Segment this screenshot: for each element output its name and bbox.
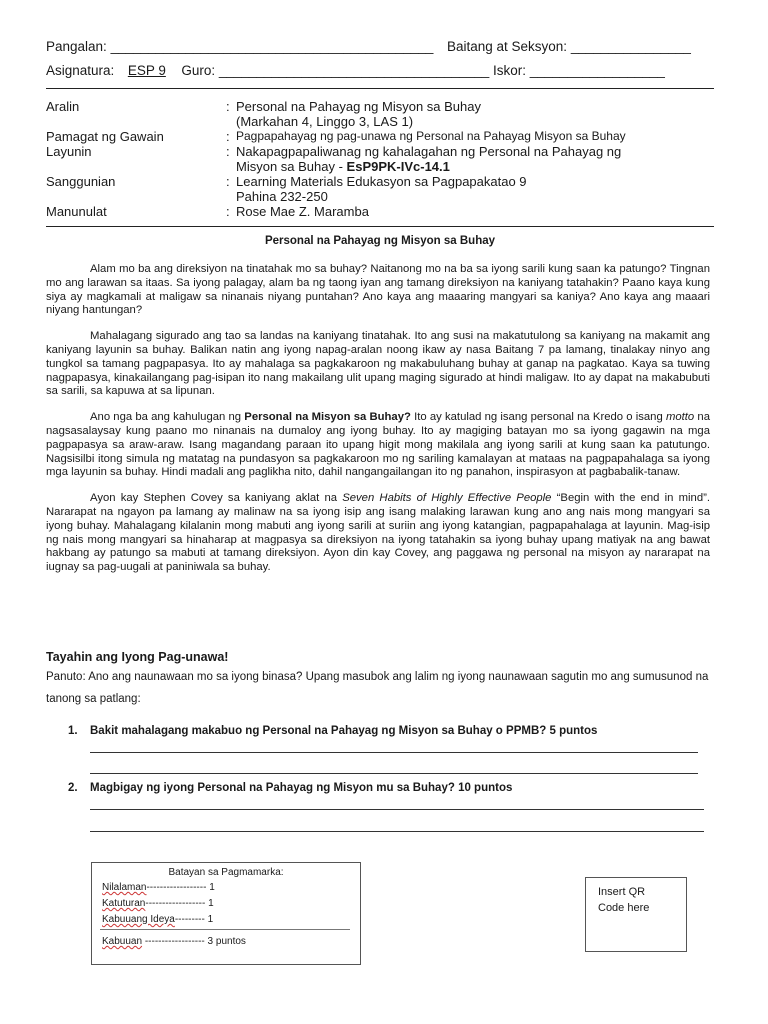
lesson-body	[46, 263, 710, 587]
manunulat-value: Rose Mae Z. Maramba	[236, 204, 369, 219]
activity-instructions: Panuto: Ano ang naunawaan mo sa iyong binasa? Upang masubok ang lalim ng iyong naunawaan sagutin mo ang sumusunod na tanong sa patlang:	[46, 671, 709, 705]
rubric-divider	[100, 929, 350, 930]
lesson-info	[46, 99, 726, 219]
book-title: Seven Habits of Highly Effective People	[342, 492, 552, 505]
pamagat-label: Pamagat ng Gawain	[46, 129, 164, 144]
sanggunian-sub: Pahina 232-250	[236, 189, 328, 204]
subject-line	[46, 63, 665, 78]
score-label: Iskor:	[492, 63, 526, 78]
sanggunian-value: Learning Materials Edukasyon sa Pagpapakatao 9	[236, 174, 527, 189]
header-divider	[46, 88, 714, 89]
rubric-row-katuturan: Katuturan------------------ 1	[102, 898, 214, 909]
meta-divider	[46, 226, 714, 227]
answer-line-1b[interactable]	[90, 773, 698, 774]
grading-rubric	[91, 862, 361, 965]
section-label: Baitang at Seksyon:	[446, 39, 568, 54]
subject-value: ESP 9	[127, 63, 166, 78]
rubric-row-total: Kabuuan ------------------ 3 puntos	[102, 936, 246, 947]
rubric-row-nilalaman: Nilalaman------------------ 1	[102, 882, 215, 893]
aralin-value: Personal na Pahayag ng Misyon sa Buhay	[236, 99, 481, 114]
competency-code: EsP9PK-IVc-14.1	[346, 159, 450, 174]
layunin-label: Layunin	[46, 144, 92, 159]
manunulat-label: Manunulat	[46, 204, 107, 219]
name-line	[46, 39, 691, 54]
aralin-label: Aralin	[46, 99, 80, 114]
layunin-sub: Misyon sa Buhay -	[236, 159, 347, 174]
manunulat-row: Manunulat : Rose Mae Z. Maramba	[46, 204, 726, 219]
name-blank[interactable]: ___________________________________________	[110, 39, 434, 54]
teacher-label: Guro:	[181, 63, 216, 78]
subject-label: Asignatura:	[46, 63, 115, 78]
paragraph-4: Ayon kay Stephen Covey sa kaniyang aklat na Seven Habits of Highly Effective People “Begin with the end in mind”. Nararapat na ngayon pa lamang ay malinaw na sa iyong isip ang isang malaking larawan kung ano ang nais mong mangyari sa iyong buhay. Mahalagang kilalanin mong mabuti ang iyong sarili at suriin ang iyong katangian, pagpapahalaga at layunin. Mag-isip ng nais mong mangyari sa hinaharap at magpasya sa direksiyon na iyong tatahakin sa iyong buhay upang matiyak na ang bawat hakbang ay patungo sa mabuti at tamang direksiyon. Ayon din kay Covey, ang paggawa ng personal na misyon ay nararapat na iugnay sa pag-uugali at paniniwala sa buhay.	[46, 492, 710, 574]
layunin-value: Nakapagpapaliwanag ng kahalagahan ng Personal na Pahayag ng	[236, 144, 622, 159]
question-1: 1. Bakit mahalagang makabuo ng Personal na Pahayag ng Misyon sa Buhay o PPMB? 5 puntos	[68, 725, 598, 737]
lesson-title: Personal na Pahayag ng Misyon sa Buhay	[264, 235, 496, 247]
teacher-blank[interactable]: ____________________________________	[218, 63, 490, 78]
pamagat-row: Pamagat ng Gawain : Pagpapahayag ng pag-unawa ng Personal na Pahayag Misyon sa Buhay	[46, 129, 726, 144]
answer-line-2a[interactable]	[90, 809, 704, 810]
paragraph-3: Ano nga ba ang kahulugan ng Personal na Misyon sa Buhay? Ito ay katulad ng isang personal na Kredo o isang motto na nagsasalaysay kung paano mo ninanais na dumaloy ang iyong buhay. Ito ay magiging batayan mo sa iyong gagawin na mga pagpapasya sa araw-araw. Isang magandang paraan ito upang higit mong makilala ang iyong sarili at kung saan ka patutungo. Nagsisilbi itong simula ng matatag na pundasyon sa pagkakaroon mo ng sariling kamalayan at mataas na pagpapahalaga sa iyong mga layunin sa buhay. Hindi madali ang paglikha nito, dahil nangangailangan ito ng panahon, inspirasyon at pagbabalik-tanaw.	[46, 411, 710, 479]
aralin-sub: (Markahan 4, Linggo 3, LAS 1)	[236, 114, 414, 129]
paragraph-1: Alam mo ba ang direksiyon na tinatahak mo sa buhay? Naitanong mo na ba sa iyong sarili kung saan ka patungo? Tingnan mo ang larawan sa itaas. Sa iyong palagay, alam ba ng taong iyan ang tamang direksiyon na kaniyang tatahakin? Paano kaya kung siya ay magkamali at maligaw sa ninanais niyang puntahan? Ano kaya ang maaaring mangyari sa kaniya? Ano kaya ang maaari niyang hantungan?	[46, 263, 710, 317]
sanggunian-row: Sanggunian : Learning Materials Edukasyon sa Pagpapakatao 9	[46, 174, 726, 189]
rubric-row-kabuuang-ideya: Kabuuang Ideya--------- 1	[102, 914, 214, 925]
layunin-row: Layunin : Nakapagpapaliwanag ng kahalagahan ng Personal na Pahayag ng	[46, 144, 726, 159]
aralin-row: Aralin : Personal na Pahayag ng Misyon sa Buhay	[46, 99, 726, 114]
paragraph-2: Mahalagang sigurado ang tao sa landas na kaniyang tinatahak. Ito ang susi na makatutulong sa kaniyang na makamit ang kaniyang layunin sa buhay. Balikan natin ang iyong napag-aralan noong ikaw ay nasa Baitang 7 pa lamang, tinalakay ninyo ang tungkol sa tamang pagpapasya. Ito ay mahalaga sa pagkakaroon ng makabuluhang buhay at ganap na pagkatao. Kaya sa tuwing nagpapasya, kinakailangang pag-isipan ito nang makailang ulit upang maging sigurado at hindi maligaw. Ito ay dapat na makabubuti sa sarili, sa kapuwa at sa lipunan.	[46, 330, 710, 398]
pamagat-value: Pagpapahayag ng pag-unawa ng Personal na Pahayag Misyon sa Buhay	[236, 129, 626, 143]
section-blank[interactable]: ________________	[570, 39, 691, 54]
answer-line-2b[interactable]	[90, 831, 704, 832]
name-label: Pangalan:	[46, 39, 107, 54]
qr-code-placeholder	[585, 877, 687, 952]
question-2: 2. Magbigay ng iyong Personal na Pahayag ng Misyon mu sa Buhay? 10 puntos	[68, 782, 513, 794]
key-term: Personal na Misyon sa Buhay?	[244, 411, 411, 424]
rubric-title: Batayan sa Pagmamarka:	[168, 867, 284, 878]
answer-line-1a[interactable]	[90, 752, 698, 753]
activity-title: Tayahin ang Iyong Pag-unawa!	[46, 650, 229, 664]
score-blank[interactable]: __________________	[529, 63, 665, 78]
sanggunian-label: Sanggunian	[46, 174, 116, 189]
qr-placeholder-text: Insert QR Code here	[598, 886, 650, 914]
